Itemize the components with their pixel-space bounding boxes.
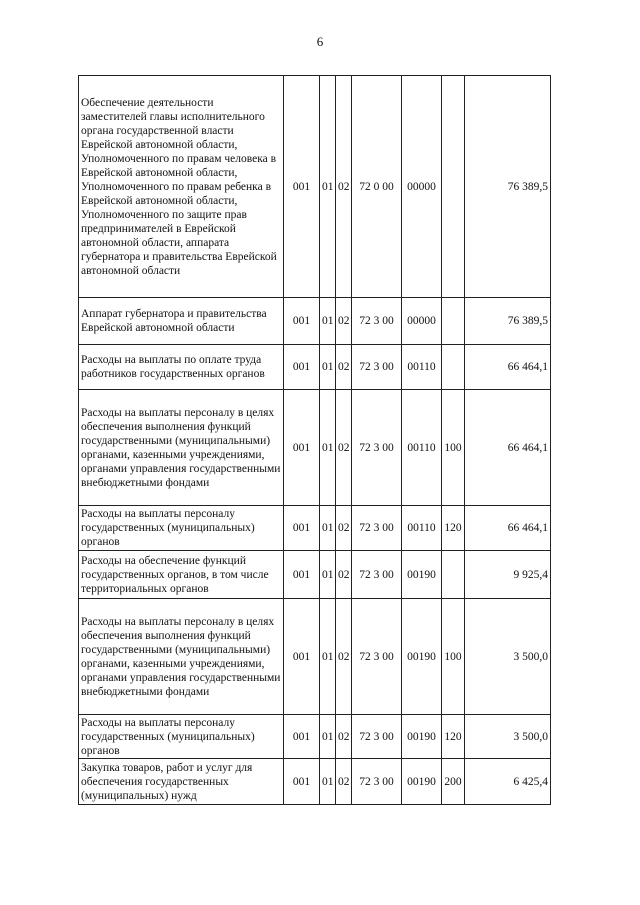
section-code: 01 — [320, 76, 336, 298]
program-code: 72 3 00 — [352, 345, 402, 390]
direction-code: 00190 — [402, 715, 442, 759]
table-row — [79, 345, 551, 390]
subsection-code: 02 — [336, 298, 352, 345]
direction-code: 00110 — [402, 506, 442, 551]
amount: 3 500,0 — [465, 599, 551, 715]
ministry-code: 001 — [284, 506, 320, 551]
program-code: 72 3 00 — [352, 759, 402, 805]
program-code: 72 3 00 — [352, 298, 402, 345]
expense-type-code: 120 — [442, 715, 465, 759]
page-number: 6 — [316, 34, 324, 49]
table-row — [79, 715, 551, 759]
program-code: 72 3 00 — [352, 715, 402, 759]
ministry-code: 001 — [284, 76, 320, 298]
table-row — [79, 506, 551, 551]
row-name: Расходы на выплаты персоналу государственных (муниципальных) органов — [79, 715, 284, 759]
subsection-code: 02 — [336, 345, 352, 390]
amount: 76 389,5 — [465, 76, 551, 298]
section-code: 01 — [320, 715, 336, 759]
amount: 66 464,1 — [465, 345, 551, 390]
row-name: Расходы на обеспечение функций государственных органов, в том числе территориальных органов — [79, 551, 284, 599]
table-row — [79, 551, 551, 599]
amount: 66 464,1 — [465, 506, 551, 551]
expense-type-code — [442, 551, 465, 599]
program-code: 72 3 00 — [352, 599, 402, 715]
row-name: Расходы на выплаты персоналу в целях обеспечения выполнения функций государственными (муниципальными) органами, казенными учреждениями, органами управления государственными внебюджетными фондами — [79, 599, 284, 715]
direction-code: 00110 — [402, 390, 442, 506]
subsection-code: 02 — [336, 551, 352, 599]
section-code: 01 — [320, 551, 336, 599]
expense-type-code — [442, 345, 465, 390]
row-name: Аппарат губернатора и правительства Еврейской автономной области — [79, 298, 284, 345]
expense-type-code: 120 — [442, 506, 465, 551]
direction-code: 00190 — [402, 551, 442, 599]
amount: 6 425,4 — [465, 759, 551, 805]
ministry-code: 001 — [284, 715, 320, 759]
table-row — [79, 298, 551, 345]
table-row — [79, 759, 551, 805]
section-code: 01 — [320, 298, 336, 345]
row-name: Расходы на выплаты персоналу в целях обеспечения выполнения функций государственными (муниципальными) органами, казенными учреждениями, органами управления государственными внебюджетными фондами — [79, 390, 284, 506]
amount: 3 500,0 — [465, 715, 551, 759]
expense-type-code — [442, 298, 465, 345]
amount: 66 464,1 — [465, 390, 551, 506]
program-code: 72 3 00 — [352, 390, 402, 506]
table-row — [79, 76, 551, 298]
ministry-code: 001 — [284, 599, 320, 715]
section-code: 01 — [320, 390, 336, 506]
section-code: 01 — [320, 345, 336, 390]
ministry-code: 001 — [284, 390, 320, 506]
row-name: Закупка товаров, работ и услуг для обеспечения государственных (муниципальных) нужд — [79, 759, 284, 805]
subsection-code: 02 — [336, 715, 352, 759]
expense-type-code — [442, 76, 465, 298]
ministry-code: 001 — [284, 551, 320, 599]
row-name: Обеспечение деятельности заместителей главы исполнительного органа государственной власти Еврейской автономной области, Уполномоченного по правам человека в Еврейской автономной области, Уполномоченного по правам ребенка в Еврейской автономной области, Уполномоченного по защите прав предпринимателей в Еврейской автономной области, аппарата губернатора и правительства Еврейской автономной области — [79, 76, 284, 298]
subsection-code: 02 — [336, 599, 352, 715]
row-name: Расходы на выплаты по оплате труда работников государственных органов — [79, 345, 284, 390]
subsection-code: 02 — [336, 76, 352, 298]
table-row — [79, 390, 551, 506]
expense-type-code: 100 — [442, 599, 465, 715]
expense-type-code: 100 — [442, 390, 465, 506]
direction-code: 00190 — [402, 759, 442, 805]
program-code: 72 3 00 — [352, 551, 402, 599]
amount: 9 925,4 — [465, 551, 551, 599]
ministry-code: 001 — [284, 345, 320, 390]
direction-code: 00000 — [402, 76, 442, 298]
amount: 76 389,5 — [465, 298, 551, 345]
program-code: 72 0 00 — [352, 76, 402, 298]
program-code: 72 3 00 — [352, 506, 402, 551]
section-code: 01 — [320, 599, 336, 715]
ministry-code: 001 — [284, 759, 320, 805]
subsection-code: 02 — [336, 759, 352, 805]
direction-code: 00190 — [402, 599, 442, 715]
row-name: Расходы на выплаты персоналу государственных (муниципальных) органов — [79, 506, 284, 551]
section-code: 01 — [320, 506, 336, 551]
subsection-code: 02 — [336, 390, 352, 506]
ministry-code: 001 — [284, 298, 320, 345]
budget-table — [78, 75, 551, 805]
table-row — [79, 599, 551, 715]
subsection-code: 02 — [336, 506, 352, 551]
direction-code: 00110 — [402, 345, 442, 390]
direction-code: 00000 — [402, 298, 442, 345]
expense-type-code: 200 — [442, 759, 465, 805]
section-code: 01 — [320, 759, 336, 805]
